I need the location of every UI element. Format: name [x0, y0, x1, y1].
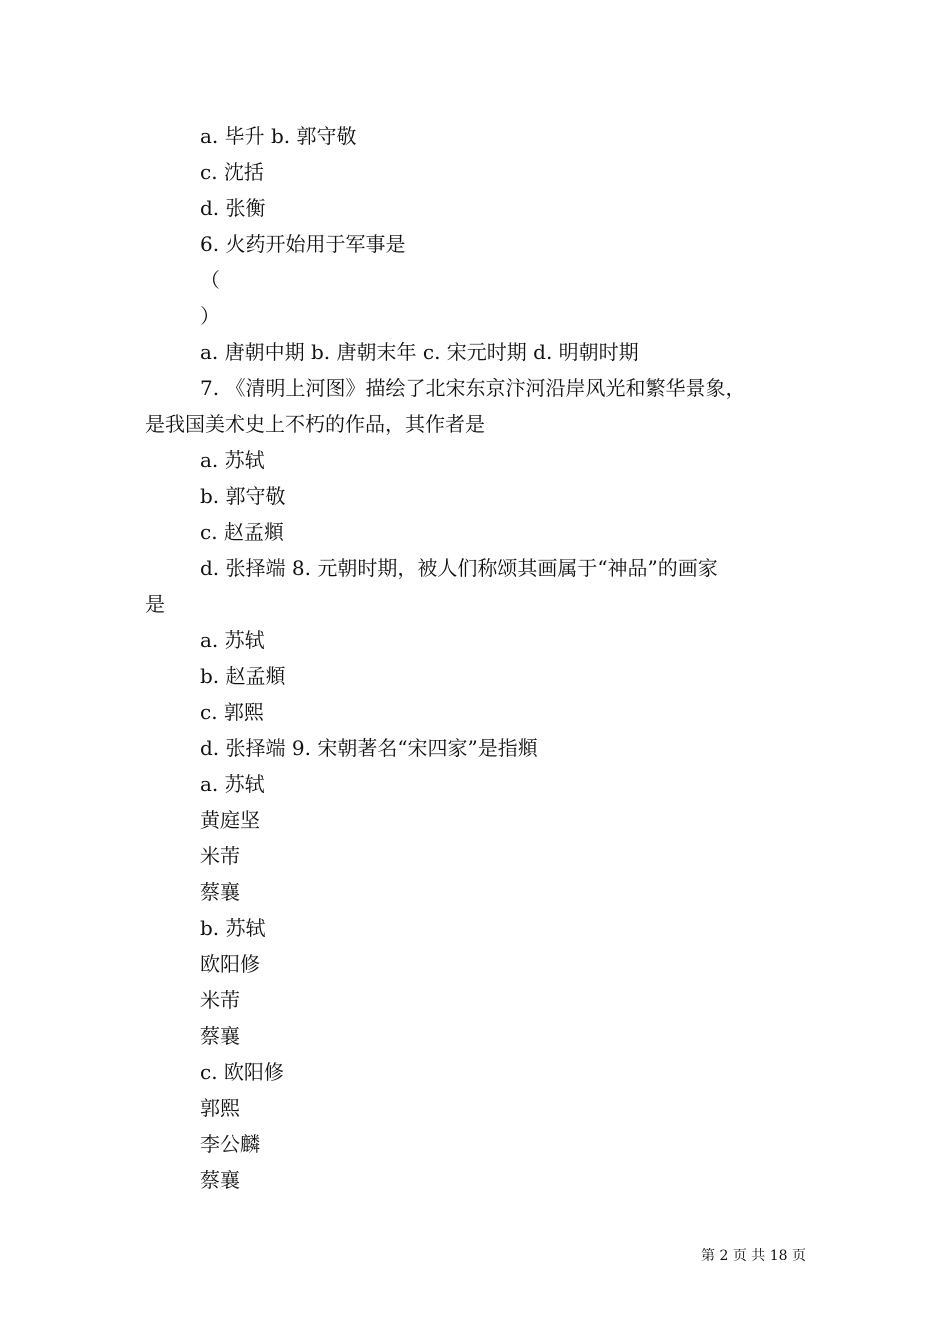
text-line: c. 沈括 [200, 160, 264, 184]
text-line: d. 张衡 [200, 196, 266, 220]
text-line: a. 苏轼 [200, 448, 265, 472]
text-line: b. 郭守敬 [200, 484, 286, 508]
text-line: 郭熙 [200, 1096, 240, 1120]
text-line: 蔡襄 [200, 880, 240, 904]
text-line: a. 唐朝中期 b. 唐朝末年 c. 宋元时期 d. 明朝时期 [200, 340, 639, 364]
text-line: 李公麟 [200, 1132, 260, 1156]
text-line: 蔡襄 [200, 1168, 240, 1192]
text-line: c. 赵孟頫 [200, 520, 284, 544]
text-line: a. 苏轼 [200, 628, 265, 652]
text-line: 黄庭坚 [200, 808, 260, 832]
text-line: 米芾 [200, 988, 240, 1012]
text-line: 是我国美术史上不朽的作品，其作者是 [145, 412, 485, 436]
text-line: d. 张择端 9. 宋朝著名“宋四家”是指頫 [200, 736, 538, 760]
text-line: （ [200, 268, 220, 292]
page-number-footer: 第 2 页 共 18 页 [701, 1248, 806, 1264]
text-line: 欧阳修 [200, 952, 260, 976]
text-line: 米芾 [200, 844, 240, 868]
text-line: a. 苏轼 [200, 772, 265, 796]
text-line: 7. 《清明上河图》描绘了北宋东京汴河沿岸风光和繁华景象， [200, 376, 746, 400]
text-line: 是 [145, 592, 165, 616]
document-body [145, 118, 810, 1198]
text-line: d. 张择端 8. 元朝时期，被人们称颂其画属于“神品”的画家 [200, 556, 718, 580]
text-line: b. 苏轼 [200, 916, 266, 940]
text-line: ） [200, 304, 220, 328]
text-line: c. 郭熙 [200, 700, 264, 724]
text-line: 6. 火药开始用于军事是 [200, 232, 406, 256]
text-line: a. 毕升 b. 郭守敬 [200, 124, 357, 148]
text-line: b. 赵孟頫 [200, 664, 286, 688]
text-line: c. 欧阳修 [200, 1060, 284, 1084]
text-line: 蔡襄 [200, 1024, 240, 1048]
